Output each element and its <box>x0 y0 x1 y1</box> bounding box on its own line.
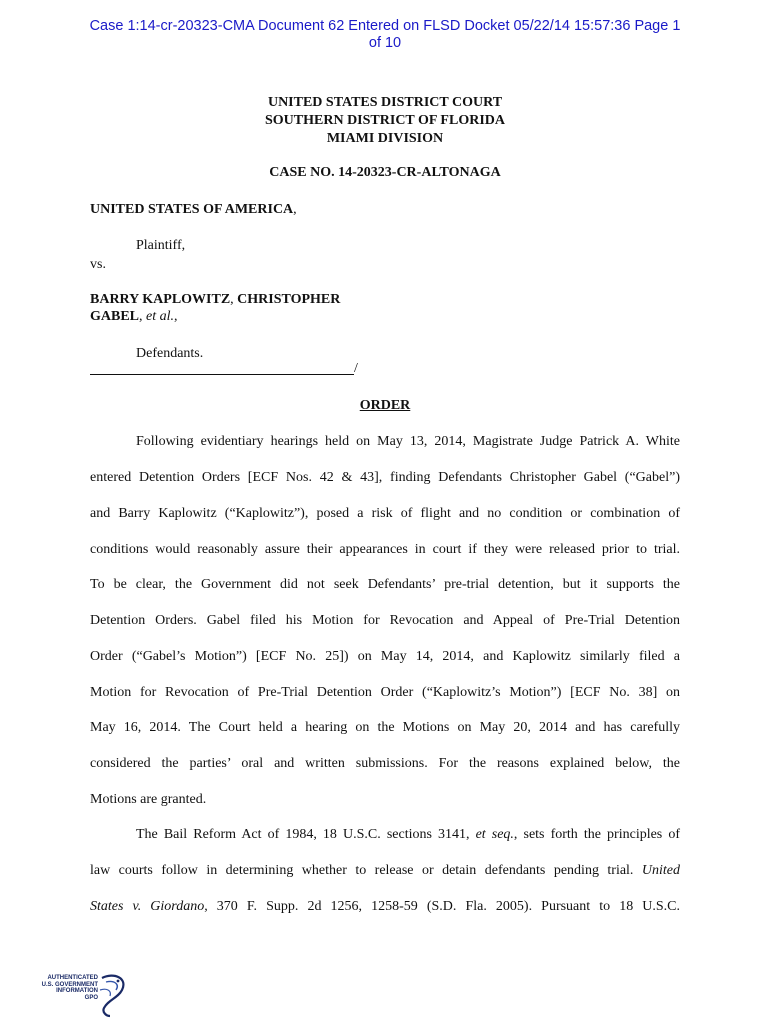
defendants-line2 <box>90 308 178 326</box>
p2-l1-et-seq: et seq. <box>475 827 514 842</box>
body-line-7: Order (“Gabel’s Motion”) [ECF No. 25]) on May 14, 2014, and Kaplowitz similarly filed a <box>90 649 680 664</box>
defendants-sep1: , <box>230 292 238 307</box>
body-p2-line-1 <box>136 826 680 844</box>
p2-l2-united: United <box>641 863 680 878</box>
body-line-10: considered the parties’ oral and written submissions. For the reasons explained below, the <box>90 756 680 771</box>
versus: vs. <box>90 257 106 272</box>
body-line-6: Detention Orders. Gabel filed his Motion for Revocation and Appeal of Pre-Trial Detention <box>90 613 680 628</box>
body-line-2: entered Detention Orders [ECF Nos. 42 & 43], finding Defendants Christopher Gabel (“Gabel”) <box>90 470 680 485</box>
plaintiff-role: Plaintiff, <box>136 238 186 253</box>
body-line-4: conditions would reasonably assure their appearances in court if they were released prior to trial. <box>90 542 680 557</box>
body-line-3: and Barry Kaplowitz (“Kaplowitz”), posed a risk of flight and no condition or combination of <box>90 506 680 521</box>
defendant-kaplowitz: BARRY KAPLOWITZ <box>90 292 231 307</box>
body-line-11: Motions are granted. <box>90 792 207 807</box>
docket-header-line1: Case 1:14-cr-20323-CMA Document 62 Entered on FLSD Docket 05/22/14 15:57:36 Page 1 <box>89 18 681 34</box>
caption-slash: / <box>354 361 358 376</box>
defendant-gabel: GABEL <box>90 309 140 324</box>
order-title: ORDER <box>359 398 411 413</box>
p2-l1-b: , sets forth the principles of <box>513 827 680 842</box>
docket-header-line2: of 10 <box>368 35 402 51</box>
p2-l2-a: law courts follow in determining whether to release or detain defendants pending trial. <box>90 863 642 878</box>
body-line-1: Following evidentiary hearings held on May 13, 2014, Magistrate Judge Patrick A. White <box>136 434 680 449</box>
defendants-role: Defendants. <box>136 346 204 361</box>
plaintiff-name-line <box>90 201 297 219</box>
caption-rule <box>90 374 354 375</box>
body-line-9: May 16, 2014. The Court held a hearing on the Motions on May 20, 2014 and has carefully <box>90 720 680 735</box>
plaintiff-comma: , <box>293 202 297 217</box>
body-line-8: Motion for Revocation of Pre-Trial Detention Order (“Kaplowitz’s Motion”) [ECF No. 38] on <box>90 685 680 700</box>
p2-l1-a: The Bail Reform Act of 1984, 18 U.S.C. sections 3141, <box>136 827 476 842</box>
court-division: MIAMI DIVISION <box>326 131 444 146</box>
seal-line4: GPO <box>84 994 98 1001</box>
defendant-christopher: CHRISTOPHER <box>237 292 341 307</box>
court-heading <box>0 94 770 148</box>
seal-text <box>40 975 98 1001</box>
et-al: et al. <box>146 309 175 324</box>
defendants-end: , <box>174 309 178 324</box>
docket-header <box>60 18 710 52</box>
p2-l3-b: , 370 F. Supp. 2d 1256, 1258-59 (S.D. Fla. 2005). Pursuant to 18 U.S.C. <box>204 899 680 914</box>
case-number: CASE NO. 14-20323-CR-ALTONAGA <box>269 165 501 180</box>
defendants-line1 <box>90 291 340 309</box>
p2-l3-case-name: States v. Giordano <box>90 899 205 914</box>
body-p2-line-3 <box>90 898 680 916</box>
seal-line2: U.S. GOVERNMENT <box>41 981 98 988</box>
court-district: SOUTHERN DISTRICT OF FLORIDA <box>265 113 505 128</box>
body-line-5: To be clear, the Government did not seek Defendants’ pre-trial detention, but it supports the <box>90 577 680 592</box>
seal-line3: INFORMATION <box>56 988 98 994</box>
court-name: UNITED STATES DISTRICT COURT <box>267 95 503 110</box>
plaintiff-name: UNITED STATES OF AMERICA <box>90 202 294 217</box>
seal-line1: AUTHENTICATED <box>47 975 98 981</box>
defendants-sep2: , <box>139 309 147 324</box>
body-p2-line-2 <box>90 862 680 880</box>
